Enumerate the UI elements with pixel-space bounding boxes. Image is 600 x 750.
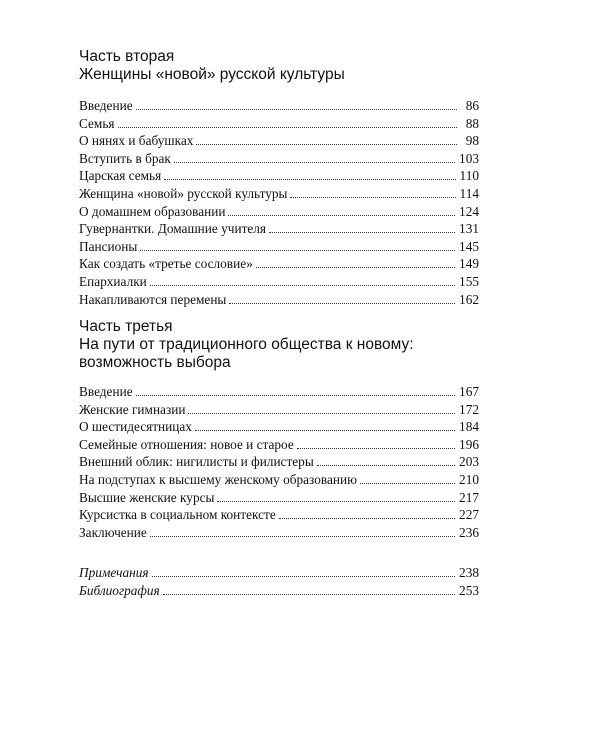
toc-entry-title: Высшие женские курсы: [79, 489, 215, 505]
dot-leader: [297, 448, 455, 449]
toc-entry-page: 167: [459, 384, 479, 399]
part-three-section: [79, 318, 479, 600]
toc-entry: [79, 167, 479, 185]
toc-entry-title: Царская семья: [79, 168, 162, 184]
toc-entry-page: 196: [459, 436, 479, 452]
toc-entry: [79, 220, 479, 238]
toc-entry: [79, 436, 479, 454]
appendix-contents: [79, 564, 479, 599]
toc-entry: [79, 238, 479, 256]
toc-entry-title: О шестидесятницах: [79, 419, 192, 435]
toc-entry: [79, 132, 479, 150]
toc-entry-title: О нянях и бабушках: [79, 133, 194, 149]
toc-entry-title: Епархиалки: [79, 273, 147, 289]
toc-entry: [79, 506, 479, 524]
dot-leader: [152, 576, 456, 577]
toc-entry: [79, 255, 479, 273]
toc-entry-title: Гувернантки. Домашние учителя: [79, 221, 267, 237]
dot-leader: [150, 285, 455, 286]
dot-leader: [290, 197, 455, 198]
part-two-contents: [79, 97, 479, 308]
toc-entry-bibliography: [79, 582, 479, 600]
dot-leader: [229, 303, 455, 304]
toc-entry-title: Введение: [79, 98, 133, 113]
toc-entry-page: 131: [459, 221, 479, 237]
toc-entry-title: Примечания: [79, 565, 149, 581]
toc-entry: [79, 524, 479, 542]
toc-entry-page: 253: [459, 582, 479, 598]
toc-entry-title: Женщина «новой» русской культуры: [79, 185, 288, 201]
toc-entry-page: 114: [459, 185, 479, 201]
toc-entry-page: 217: [459, 489, 479, 505]
dot-leader: [256, 267, 455, 268]
dot-leader: [136, 395, 455, 396]
toc-entry-title: Внешний облик: нигилисты и филистеры: [79, 454, 314, 470]
toc-entry: [79, 97, 479, 115]
toc-entry-title: Пансионы: [79, 238, 138, 254]
toc-entry-page: 155: [459, 273, 479, 289]
toc-entry: [79, 273, 479, 291]
toc-entry: [79, 115, 479, 133]
toc-entry-page: 86: [465, 98, 479, 113]
dot-leader: [188, 413, 455, 414]
dot-leader: [150, 536, 455, 537]
dot-leader: [140, 250, 455, 251]
toc-entry-page: 236: [459, 524, 479, 540]
toc-entry-title: Как создать «третье сословие»: [79, 256, 253, 272]
toc-entry: [79, 150, 479, 168]
part-two-label: Часть вторая: [79, 48, 175, 65]
toc-entry-title: Введение: [79, 384, 133, 399]
toc-entry-title: Вступить в брак: [79, 150, 171, 166]
toc-entry-title: Женские гимназии: [79, 401, 186, 417]
dot-leader: [269, 232, 455, 233]
dot-leader: [118, 127, 457, 128]
toc-entry-title: Накапливаются перемены: [79, 291, 227, 307]
toc-entry: [79, 489, 479, 507]
part-two-section: [79, 48, 479, 308]
toc-entry-page: 172: [459, 401, 479, 417]
toc-entry-page: 98: [465, 133, 479, 149]
toc-entry-title: Семья: [79, 115, 115, 131]
dot-leader: [360, 483, 455, 484]
toc-entry-page: 88: [465, 115, 479, 131]
toc-entry: [79, 401, 479, 419]
toc-entry-page: 162: [459, 291, 479, 307]
toc-entry: [79, 418, 479, 436]
dot-leader: [136, 109, 457, 110]
toc-entry-page: 210: [459, 471, 479, 487]
toc-entry-notes: [79, 564, 479, 582]
toc-entry-page: 103: [459, 150, 479, 166]
part-three-contents: [79, 383, 479, 541]
toc-entry: [79, 383, 479, 401]
toc-entry: [79, 471, 479, 489]
toc-entry-title: Библиография: [79, 582, 160, 598]
toc-entry: [79, 291, 479, 309]
toc-entry-page: 110: [459, 168, 479, 184]
toc-entry-page: 238: [459, 565, 479, 581]
dot-leader: [163, 594, 455, 595]
toc-entry-page: 149: [459, 256, 479, 272]
dot-leader: [228, 215, 455, 216]
part-two-title: Женщины «новой» русской культуры: [79, 66, 345, 83]
dot-leader: [196, 144, 457, 145]
part-three-label: Часть третья: [79, 318, 173, 335]
toc-entry-title: На подступах к высшему женскому образованию: [79, 471, 358, 487]
toc-entry-title: Заключение: [79, 524, 147, 540]
dot-leader: [174, 162, 455, 163]
dot-leader: [279, 518, 455, 519]
toc-entry-page: 227: [459, 507, 479, 523]
toc-entry-title: Семейные отношения: новое и старое: [79, 436, 294, 452]
dot-leader: [217, 501, 455, 502]
part-three-title: На пути от традиционного общества к новому: возможность выбора: [79, 336, 414, 371]
toc-entry-page: 184: [459, 419, 479, 435]
toc-entry-title: Курсистка в социальном контексте: [79, 507, 276, 523]
toc-entry-page: 203: [459, 454, 479, 470]
dot-leader: [164, 179, 455, 180]
toc-entry-title: О домашнем образовании: [79, 203, 226, 219]
toc-entry-page: 124: [459, 203, 479, 219]
toc-entry: [79, 453, 479, 471]
toc-entry: [79, 203, 479, 221]
dot-leader: [195, 430, 455, 431]
toc-entry-page: 145: [459, 238, 479, 254]
dot-leader: [317, 465, 455, 466]
toc-entry: [79, 185, 479, 203]
